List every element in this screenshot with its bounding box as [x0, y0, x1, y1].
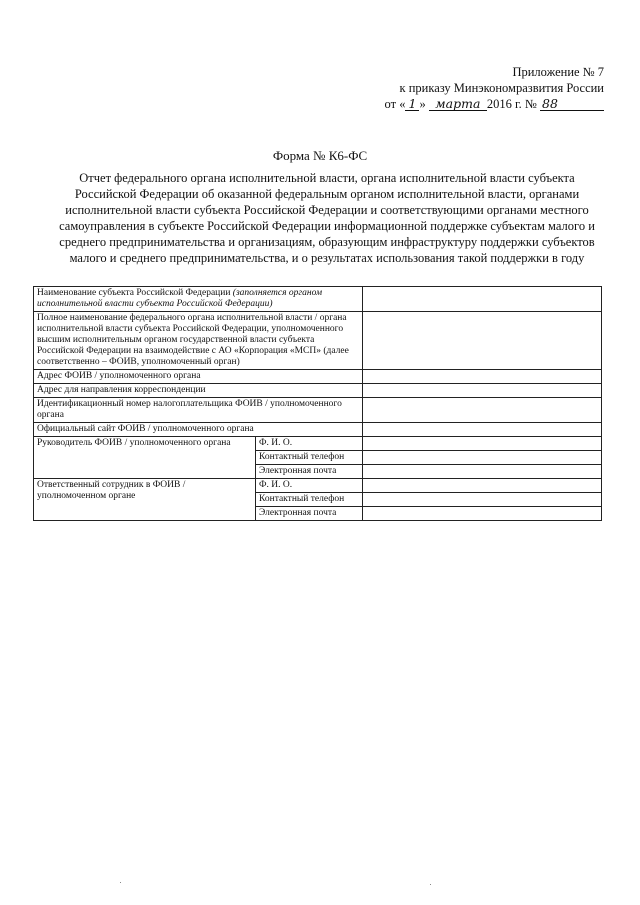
- resp-phone-label: Контактный телефон: [256, 493, 363, 507]
- scan-speck: [430, 884, 431, 885]
- order-day: 1: [405, 97, 419, 111]
- table-row: [34, 423, 602, 437]
- resp-email-value[interactable]: [363, 507, 602, 521]
- inn-value[interactable]: [363, 398, 602, 423]
- resp-fio-label: Ф. И. О.: [256, 479, 363, 493]
- table-row: [34, 287, 602, 312]
- order-date-line: [385, 96, 604, 112]
- resp-email-label: Электронная почта: [256, 507, 363, 521]
- appendix-number: Приложение № 7: [512, 65, 604, 79]
- table-row: [34, 479, 602, 493]
- head-label: Руководитель ФОИВ / уполномоченного органа: [34, 437, 256, 479]
- table-row: [34, 384, 602, 398]
- table-row: [34, 312, 602, 370]
- table-row: [34, 370, 602, 384]
- subject-name-value[interactable]: [363, 287, 602, 312]
- subject-name-text: Наименование субъекта Российской Федерации: [37, 288, 231, 298]
- table-row: [34, 398, 602, 423]
- date-day-suffix: »: [419, 97, 426, 111]
- table-row: [34, 437, 602, 451]
- resp-fio-value[interactable]: [363, 479, 602, 493]
- inn-label: Идентификационный номер налогоплательщика ФОИВ / уполномоченного органа: [34, 398, 363, 423]
- authority-address-label: Адрес ФОИВ / уполномоченного органа: [34, 370, 363, 384]
- mail-address-label: Адрес для направления корреспонденции: [34, 384, 363, 398]
- website-value[interactable]: [363, 423, 602, 437]
- appendix-header: [385, 64, 604, 112]
- order-number: 88: [540, 97, 604, 111]
- head-fio-value[interactable]: [363, 437, 602, 451]
- order-year: 2016 г. №: [486, 97, 537, 111]
- scan-speck: [120, 882, 121, 883]
- order-month: марта: [429, 97, 487, 111]
- report-form-table: [33, 286, 602, 521]
- subject-name-label: [34, 287, 363, 312]
- authority-name-value[interactable]: [363, 312, 602, 370]
- authority-name-label: Полное наименование федерального органа исполнительной власти / органа исполнительной власти субъекта Российской Федерации, уполномоченного высшим исполнительным органом государственной власти субъекта Российской Федерации на взаимодействие с АО «Корпорация «МСП» (далее соответственно – ФОИВ, уполномоченный орган): [34, 312, 363, 370]
- head-email-value[interactable]: [363, 465, 602, 479]
- head-fio-label: Ф. И. О.: [256, 437, 363, 451]
- head-phone-label: Контактный телефон: [256, 451, 363, 465]
- responsible-label: Ответственный сотрудник в ФОИВ / уполномоченном органе: [34, 479, 256, 521]
- order-reference: к приказу Минэкономразвития России: [399, 81, 604, 95]
- subject-name-note: (заполняется органом исполнительной власти субъекта Российской Федерации): [37, 288, 323, 309]
- head-phone-value[interactable]: [363, 451, 602, 465]
- date-prefix: от «: [384, 97, 406, 111]
- authority-address-value[interactable]: [363, 370, 602, 384]
- resp-phone-value[interactable]: [363, 493, 602, 507]
- head-email-label: Электронная почта: [256, 465, 363, 479]
- report-title: Отчет федерального органа исполнительной власти, органа исполнительной власти субъекта Российской Федерации об оказанной федеральным органом исполнительной власти, органами исполнительной власти субъекта Российской Федерации и соответствующими органами местного самоуправления в субъекте Российской Федерации информационной поддержке субъектам малого и среднего предпринимательства и организациям, образующим инфраструктуру поддержки субъектов малого и среднего предпринимательства, и о результатах использования такой поддержки в году: [59, 171, 595, 265]
- mail-address-value[interactable]: [363, 384, 602, 398]
- website-label: Официальный сайт ФОИВ / уполномоченного органа: [34, 423, 363, 437]
- form-title: Форма № К6-ФС: [272, 148, 368, 163]
